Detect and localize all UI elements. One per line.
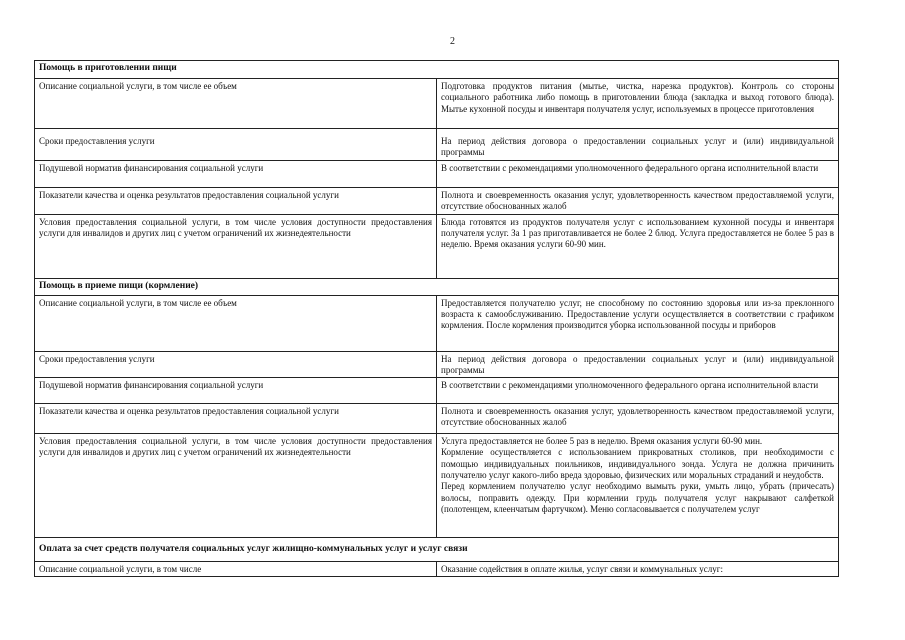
row-value: На период действия договора о предоставлении социальных услуг и (или) индивидуальной программы	[437, 129, 839, 161]
row-value: Подготовка продуктов питания (мытье, чистка, нарезка продуктов). Контроль со стороны социального работника либо помощь в приготовлении блюда (закладка и выход готового блюда). Мытье кухонной посуды и инвентаря получателя услуг, используемых в процессе приготовления	[437, 79, 839, 129]
row-label: Подушевой норматив финансирования социальной услуги	[35, 160, 437, 187]
row-value: Полнота и своевременность оказания услуг, удовлетворенность качеством предоставляемой услуги, отсутствие обоснованных жалоб	[437, 404, 839, 434]
section-header-row	[35, 538, 839, 562]
row-value: На период действия договора о предоставлении социальных услуг и (или) индивидуальной программы	[437, 351, 839, 378]
table-row	[35, 187, 839, 214]
row-label: Подушевой норматив финансирования социальной услуги	[35, 378, 437, 404]
table-row	[35, 404, 839, 434]
row-value: В соответствии с рекомендациями уполномоченного федерального органа исполнительной власти	[437, 378, 839, 404]
row-label: Описание социальной услуги, в том числе ее объем	[35, 295, 437, 351]
row-value: В соответствии с рекомендациями уполномоченного федерального органа исполнительной власти	[437, 160, 839, 187]
row-value: Блюда готовятся из продуктов получателя услуг с использованием кухонной посуды и инвентаря получателя услуг. За 1 раз приготавливается не более 2 блюд. Услуга предоставляется не более 5 раз в неделю. Время оказания услуги 60-90 мин.	[437, 214, 839, 278]
table-row	[35, 562, 839, 577]
row-label: Сроки предоставления услуги	[35, 351, 437, 378]
table-row	[35, 378, 839, 404]
section-title: Помощь в приеме пищи (кормление)	[35, 278, 839, 295]
row-value: Услуга предоставляется не более 5 раз в неделю. Время оказания услуги 60-90 мин. Кормление осуществляется с использованием прикроватных столиков, при необходимости с помощью индивидуальных поильников, индивидуального зонда. Услуга не должна причинить получателю услуг какого-либо вреда здоровью, физических или моральных страданий и неудобств. Перед кормлением получателю услуг необходимо вымыть руки, умыть лицо, убрать (причесать) волосы, поправить одежду. При кормлении грудь получателя услуг накрывают салфеткой (полотенцем, клеенчатым фартучком). Меню согласовывается с получателем услуг	[437, 434, 839, 538]
row-label: Условия предоставления социальной услуги, в том числе условия доступности предоставления услуги для инвалидов и других лиц с учетом ограничений их жизнедеятельности	[35, 214, 437, 278]
table-row	[35, 351, 839, 378]
row-label: Показатели качества и оценка результатов предоставления социальной услуги	[35, 187, 437, 214]
section-title: Оплата за счет средств получателя социальных услуг жилищно-коммунальных услуг и услуг связи	[35, 538, 839, 562]
table-row	[35, 214, 839, 278]
table-row	[35, 129, 839, 161]
row-value: Предоставляется получателю услуг, не способному по состоянию здоровья или из-за преклонного возраста к самообслуживанию. Предоставление услуги осуществляется в соответствии с графиком кормления. После кормления производится уборка использованной посуды и приборов	[437, 295, 839, 351]
row-value: Полнота и своевременность оказания услуг, удовлетворенность качеством предоставляемой услуги, отсутствие обоснованных жалоб	[437, 187, 839, 214]
table-row	[35, 160, 839, 187]
row-label: Описание социальной услуги, в том числе	[35, 562, 437, 577]
table-row	[35, 295, 839, 351]
row-label: Показатели качества и оценка результатов предоставления социальной услуги	[35, 404, 437, 434]
row-label: Описание социальной услуги, в том числе ее объем	[35, 79, 437, 129]
services-table	[34, 60, 839, 577]
page-number: 2	[450, 36, 455, 47]
table-row	[35, 79, 839, 129]
row-value: Оказание содействия в оплате жилья, услуг связи и коммунальных услуг:	[437, 562, 839, 577]
row-label: Условия предоставления социальной услуги, в том числе условия доступности предоставления услуги для инвалидов и других лиц с учетом ограничений их жизнедеятельности	[35, 434, 437, 538]
section-header-row	[35, 278, 839, 295]
row-label: Сроки предоставления услуги	[35, 129, 437, 161]
section-header-row	[35, 61, 839, 79]
section-title: Помощь в приготовлении пищи	[35, 61, 839, 79]
table-row	[35, 434, 839, 538]
